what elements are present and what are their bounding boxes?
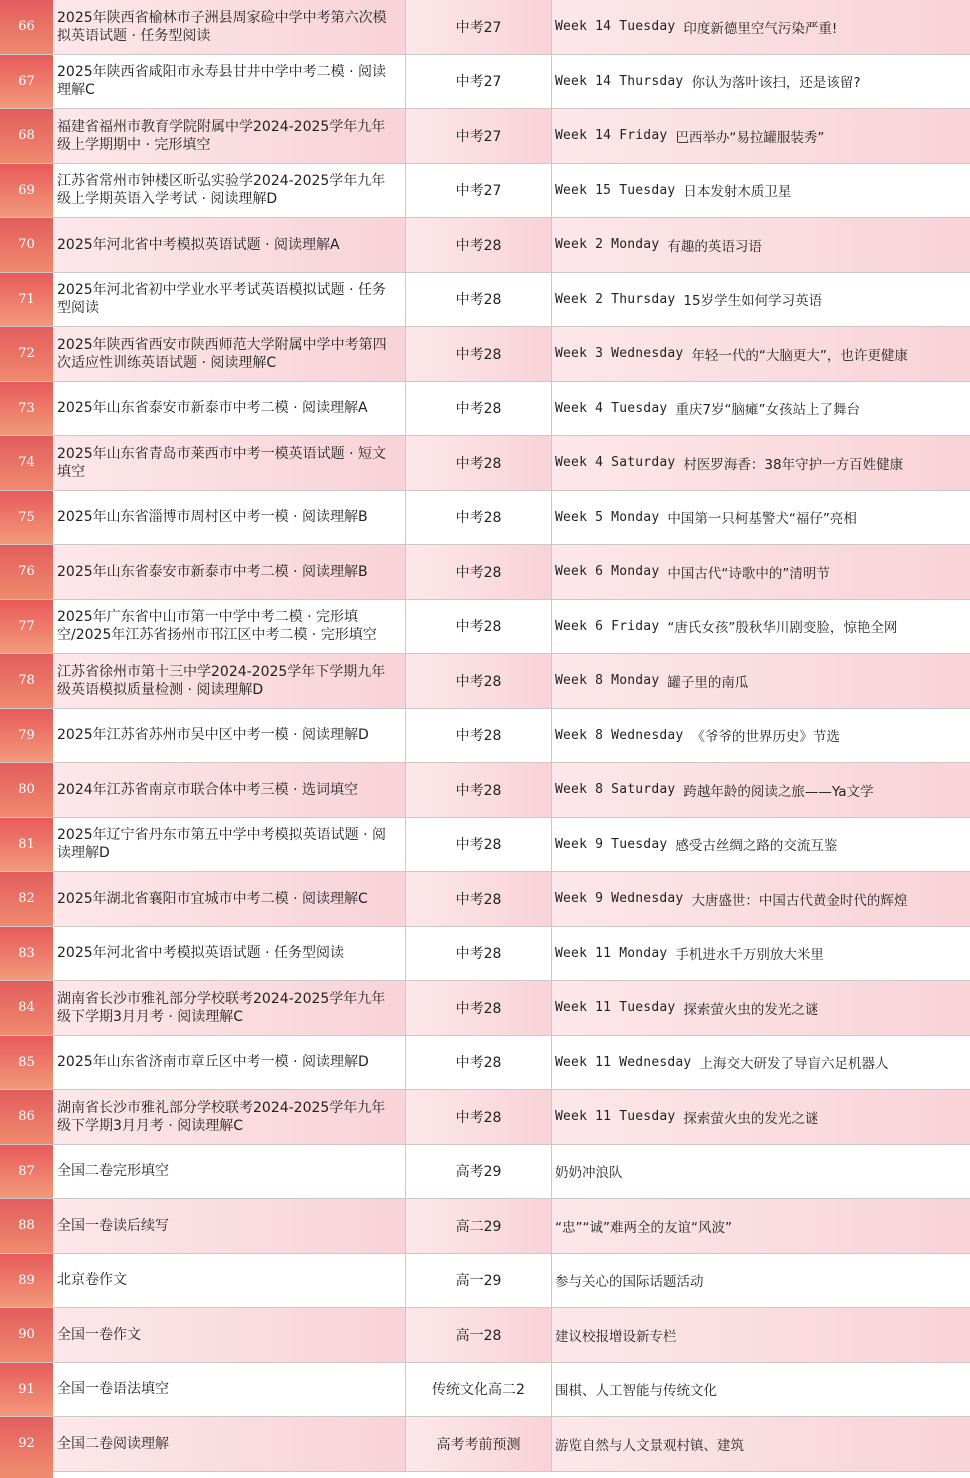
table-row — [0, 1417, 970, 1472]
table-row — [0, 109, 970, 164]
topic-cell — [552, 1363, 970, 1417]
topic-text: 手机进水千万别放大米里 — [675, 947, 824, 964]
table-row — [0, 1145, 970, 1200]
table-bottom-edge — [0, 1471, 970, 1478]
source-cell: 湖南省长沙市雅礼部分学校联考2024-2025学年九年级下学期3月月考 · 阅读理解C — [53, 981, 406, 1035]
source-cell: 江苏省常州市钟楼区昕弘实验学2024-2025学年九年级上学期英语入学考试 · 阅读理解D — [53, 164, 406, 218]
level-cell: 高二29 — [406, 1199, 552, 1253]
table-row — [0, 1254, 970, 1309]
week-label: Week 3 Wednesday — [555, 346, 684, 362]
table-row — [0, 436, 970, 491]
level-cell: 中考28 — [406, 382, 552, 436]
week-label: Week 8 Monday — [555, 673, 660, 689]
topic-text: 印度新德里空气污染严重! — [683, 20, 838, 37]
source-cell: 湖南省长沙市雅礼部分学校联考2024-2025学年九年级下学期3月月考 · 阅读理解C — [53, 1090, 406, 1144]
topic-cell — [552, 273, 970, 327]
row-number: 91 — [0, 1363, 53, 1417]
row-number: 76 — [0, 545, 53, 599]
table-row — [0, 55, 970, 110]
source-cell: 全国一卷语法填空 — [53, 1363, 406, 1417]
row-number: 89 — [0, 1254, 53, 1308]
week-label: Week 15 Tuesday — [555, 182, 676, 198]
source-cell: 2025年陕西省榆林市子洲县周家硷中学中考第六次模拟英语试题 · 任务型阅读 — [53, 0, 406, 54]
row-number: 72 — [0, 327, 53, 381]
table-row — [0, 654, 970, 709]
source-cell: 2025年山东省淄博市周村区中考一模 · 阅读理解B — [53, 491, 406, 545]
topic-text: 建议校报增设新专栏 — [555, 1328, 677, 1345]
source-cell: 2025年辽宁省丹东市第五中学中考模拟英语试题 · 阅读理解D — [53, 818, 406, 872]
topic-text: 日本发射木质卫星 — [683, 184, 792, 201]
week-label: Week 14 Friday — [555, 128, 668, 144]
table-row — [0, 1363, 970, 1418]
topic-text: 奶奶冲浪队 — [555, 1165, 623, 1182]
topic-text: 参与关心的国际话题活动 — [555, 1274, 704, 1291]
topic-cell — [552, 491, 970, 545]
table-row — [0, 1090, 970, 1145]
level-cell: 中考27 — [406, 164, 552, 218]
source-cell: 2025年陕西省咸阳市永寿县甘井中学中考二模 · 阅读理解C — [53, 55, 406, 109]
topic-text: 年轻一代的“大脑更大”，也许更健康 — [691, 347, 908, 364]
level-cell: 中考28 — [406, 1036, 552, 1090]
table-row — [0, 327, 970, 382]
source-cell: 2025年陕西省西安市陕西师范大学附属中学中考第四次适应性训练英语试题 · 阅读理解C — [53, 327, 406, 381]
topic-text: 罐子里的南瓜 — [667, 674, 749, 691]
table-row — [0, 927, 970, 982]
week-label: Week 4 Saturday — [555, 455, 676, 471]
row-number: 74 — [0, 436, 53, 490]
topic-text: 有趣的英语习语 — [667, 238, 762, 255]
week-label: Week 9 Tuesday — [555, 836, 668, 852]
level-cell: 中考28 — [406, 273, 552, 327]
row-number: 71 — [0, 273, 53, 327]
topic-cell — [552, 0, 970, 54]
level-cell: 中考28 — [406, 1090, 552, 1144]
source-cell: 2025年河北省初中学业水平考试英语模拟试题 · 任务型阅读 — [53, 273, 406, 327]
week-label: Week 14 Tuesday — [555, 19, 676, 35]
source-cell: 全国一卷读后续写 — [53, 1199, 406, 1253]
topic-cell — [552, 1308, 970, 1362]
source-cell: 北京卷作文 — [53, 1254, 406, 1308]
topic-text: 村医罗海香：38年守护一方百姓健康 — [683, 456, 904, 473]
topic-cell — [552, 545, 970, 599]
source-cell: 福建省福州市教育学院附属中学2024-2025学年九年级上学期期中 · 完形填空 — [53, 109, 406, 163]
topic-cell — [552, 164, 970, 218]
row-number: 67 — [0, 55, 53, 109]
topic-text: 巴西举办“易拉罐服装秀” — [675, 129, 825, 146]
topic-cell — [552, 55, 970, 109]
level-cell: 中考28 — [406, 872, 552, 926]
table-row — [0, 1036, 970, 1091]
table-row — [0, 818, 970, 873]
row-number: 90 — [0, 1308, 53, 1362]
level-cell: 传统文化高二2 — [406, 1363, 552, 1417]
topic-text: 重庆7岁“脑瘫”女孩站上了舞台 — [675, 402, 860, 419]
week-label: Week 8 Wednesday — [555, 727, 684, 743]
topic-text: “忠”“诚”难两全的友谊“风波” — [555, 1219, 732, 1236]
topic-cell — [552, 1254, 970, 1308]
table-row — [0, 382, 970, 437]
source-cell: 2025年山东省泰安市新泰市中考二模 · 阅读理解B — [53, 545, 406, 599]
week-label: Week 2 Thursday — [555, 291, 676, 307]
topic-text: 15岁学生如何学习英语 — [683, 293, 823, 310]
topic-text: 探索萤火虫的发光之谜 — [683, 1001, 819, 1018]
topic-text: 《爷爷的世界历史》节选 — [691, 729, 840, 746]
topic-text: 中国古代“诗歌中的”清明节 — [667, 565, 830, 582]
topic-cell — [552, 981, 970, 1035]
source-cell: 2025年山东省青岛市莱西市中考一模英语试题 · 短文填空 — [53, 436, 406, 490]
topic-cell — [552, 1036, 970, 1090]
week-label: Week 11 Monday — [555, 945, 668, 961]
source-cell: 全国二卷阅读理解 — [53, 1417, 406, 1471]
level-cell: 高考29 — [406, 1145, 552, 1199]
source-cell: 2025年山东省济南市章丘区中考一模 · 阅读理解D — [53, 1036, 406, 1090]
topic-text: 跨越年龄的阅读之旅——Ya文学 — [683, 783, 874, 800]
week-label: Week 14 Thursday — [555, 73, 684, 89]
topic-text: 游览自然与人文景观村镇、建筑 — [555, 1437, 744, 1454]
level-cell: 中考28 — [406, 927, 552, 981]
table-row — [0, 273, 970, 328]
topic-cell — [552, 218, 970, 272]
week-label: Week 11 Tuesday — [555, 1000, 676, 1016]
topic-text: 探索萤火虫的发光之谜 — [683, 1110, 819, 1127]
source-cell: 2025年山东省泰安市新泰市中考二模 · 阅读理解A — [53, 382, 406, 436]
table-row — [0, 491, 970, 546]
row-number: 86 — [0, 1090, 53, 1144]
table-row — [0, 981, 970, 1036]
level-cell: 中考28 — [406, 327, 552, 381]
level-cell: 高一29 — [406, 1254, 552, 1308]
week-label: Week 6 Monday — [555, 564, 660, 580]
table-row — [0, 763, 970, 818]
row-number: 77 — [0, 600, 53, 654]
source-cell: 全国二卷完形填空 — [53, 1145, 406, 1199]
row-number: 73 — [0, 382, 53, 436]
week-label: Week 9 Wednesday — [555, 891, 684, 907]
row-number: 75 — [0, 491, 53, 545]
topic-text: 上海交大研发了导盲六足机器人 — [699, 1056, 889, 1073]
level-cell: 中考28 — [406, 491, 552, 545]
table-row — [0, 218, 970, 273]
level-cell: 中考28 — [406, 709, 552, 763]
topic-cell — [552, 436, 970, 490]
table-row — [0, 1199, 970, 1254]
topic-cell — [552, 654, 970, 708]
table-row — [0, 164, 970, 219]
topic-text: 你认为落叶该扫，还是该留? — [691, 75, 861, 92]
topic-cell — [552, 1090, 970, 1144]
table-row — [0, 545, 970, 600]
week-label: Week 5 Monday — [555, 509, 660, 525]
source-cell: 2025年河北省中考模拟英语试题 · 任务型阅读 — [53, 927, 406, 981]
topic-cell — [552, 709, 970, 763]
level-cell: 中考27 — [406, 55, 552, 109]
row-number: 70 — [0, 218, 53, 272]
topic-text: 大唐盛世：中国古代黄金时代的辉煌 — [691, 892, 908, 909]
row-number: 83 — [0, 927, 53, 981]
source-cell: 2025年广东省中山市第一中学中考二模 · 完形填空/2025年江苏省扬州市邗江区中考二模 · 完形填空 — [53, 600, 406, 654]
level-cell: 中考28 — [406, 545, 552, 599]
topic-cell — [552, 1145, 970, 1199]
topic-cell — [552, 327, 970, 381]
row-number: 88 — [0, 1199, 53, 1253]
row-number: 82 — [0, 872, 53, 926]
row-number: 81 — [0, 818, 53, 872]
topic-cell — [552, 382, 970, 436]
topic-cell — [552, 600, 970, 654]
topic-text: 中国第一只柯基警犬“福仔”亮相 — [667, 511, 857, 528]
row-number: 78 — [0, 654, 53, 708]
level-cell: 高考考前预测 — [406, 1417, 552, 1471]
row-number: 68 — [0, 109, 53, 163]
table-row — [0, 709, 970, 764]
row-number: 85 — [0, 1036, 53, 1090]
level-cell: 高一28 — [406, 1308, 552, 1362]
topic-text: “唐氏女孩”殷秋华川剧变脸，惊艳全网 — [667, 620, 898, 637]
week-label: Week 8 Saturday — [555, 782, 676, 798]
source-cell: 2025年湖北省襄阳市宜城市中考二模 · 阅读理解C — [53, 872, 406, 926]
source-cell: 2024年江苏省南京市联合体中考三模 · 选词填空 — [53, 763, 406, 817]
level-cell: 中考28 — [406, 981, 552, 1035]
level-cell: 中考28 — [406, 818, 552, 872]
week-label: Week 2 Monday — [555, 237, 660, 253]
table-row — [0, 1308, 970, 1363]
row-number: 79 — [0, 709, 53, 763]
source-cell: 全国一卷作文 — [53, 1308, 406, 1362]
level-cell: 中考27 — [406, 0, 552, 54]
topic-cell — [552, 927, 970, 981]
source-cell: 2025年江苏省苏州市吴中区中考一模 · 阅读理解D — [53, 709, 406, 763]
row-number: 92 — [0, 1417, 53, 1471]
level-cell: 中考27 — [406, 109, 552, 163]
table-row — [0, 872, 970, 927]
row-number: 66 — [0, 0, 53, 54]
row-number: 69 — [0, 164, 53, 218]
topic-cell — [552, 818, 970, 872]
topic-cell — [552, 872, 970, 926]
row-number: 87 — [0, 1145, 53, 1199]
week-label: Week 11 Wednesday — [555, 1054, 692, 1070]
week-label: Week 4 Tuesday — [555, 400, 668, 416]
level-cell: 中考28 — [406, 600, 552, 654]
level-cell: 中考28 — [406, 654, 552, 708]
topic-cell — [552, 763, 970, 817]
topic-cell — [552, 1199, 970, 1253]
table-row — [0, 0, 970, 55]
source-cell: 2025年河北省中考模拟英语试题 · 阅读理解A — [53, 218, 406, 272]
level-cell: 中考28 — [406, 763, 552, 817]
row-number: 84 — [0, 981, 53, 1035]
topic-cell — [552, 1417, 970, 1471]
level-cell: 中考28 — [406, 436, 552, 490]
week-label: Week 6 Friday — [555, 618, 660, 634]
topic-cell — [552, 109, 970, 163]
topic-text: 围棋、人工智能与传统文化 — [555, 1383, 717, 1400]
row-number: 80 — [0, 763, 53, 817]
topic-text: 感受古丝绸之路的交流互鉴 — [675, 838, 838, 855]
week-label: Week 11 Tuesday — [555, 1109, 676, 1125]
source-cell: 江苏省徐州市第十三中学2024-2025学年下学期九年级英语模拟质量检测 · 阅读理解D — [53, 654, 406, 708]
table-row — [0, 600, 970, 655]
level-cell: 中考28 — [406, 218, 552, 272]
